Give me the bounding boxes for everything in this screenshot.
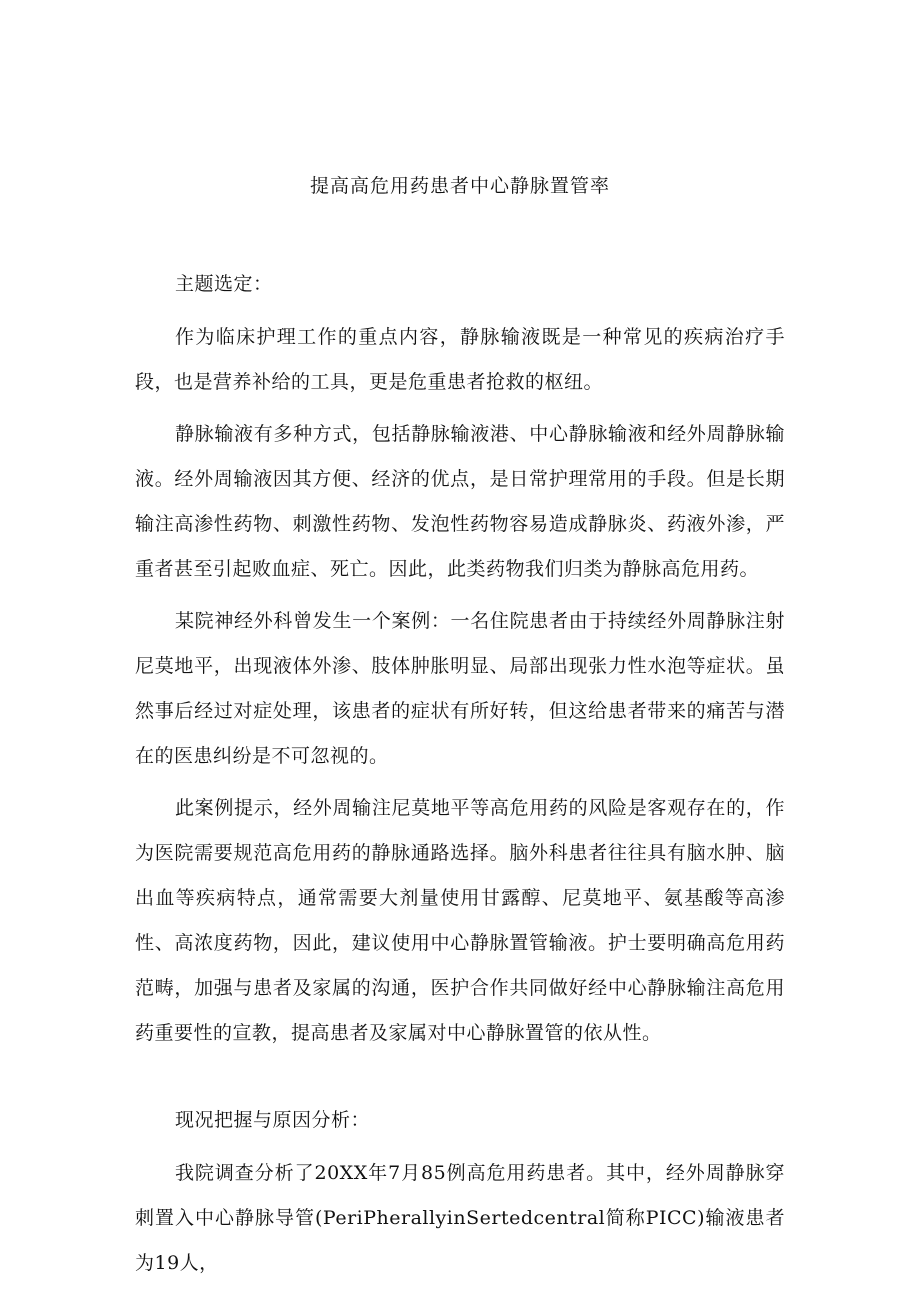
section-heading-topic: 主题选定：: [175, 273, 273, 295]
section-heading-analysis: 现况把握与原因分析：: [175, 1109, 371, 1131]
section-1: [135, 262, 785, 1056]
paragraph-3: 某院神经外科曾发生一个案例：一名住院患者由于持续经外周静脉注射尼莫地平，出现液体外渗、肢体肿胀明显、局部出现张力性水泡等症状。虽然事后经过对症处理，该患者的症状有所好转，但这给患者带来的痛苦与潜在的医患纠纷是不可忽视的。: [135, 610, 785, 767]
paragraph-5: 我院调查分析了20XX年7月85例高危用药患者。其中，经外周静脉穿刺置入中心静脉导管(PeriPherallyinSertedcentral简称PICC)输液患者为19人，: [135, 1162, 785, 1274]
paragraph-4: 此案例提示，经外周输注尼莫地平等高危用药的风险是客观存在的，作为医院需要规范高危用药的静脉通路选择。脑外科患者往往具有脑水肿、脑出血等疾病特点，通常需要大剂量使用甘露醇、尼莫地平、氨基酸等高渗性、高浓度药物，因此，建议使用中心静脉置管输液。护士要明确高危用药范畴，加强与患者及家属的沟通，医护合作共同做好经中心静脉输注高危用药重要性的宣教，提高患者及家属对中心静脉置管的依从性。: [135, 797, 785, 1044]
document-title: 提高高危用药患者中心静脉置管率: [309, 175, 610, 197]
paragraph-1: 作为临床护理工作的重点内容，静脉输液既是一种常见的疾病治疗手段，也是营养补给的工具，更是危重患者抢救的枢纽。: [135, 326, 785, 393]
section-2: [135, 1098, 785, 1286]
paragraph-2: 静脉输液有多种方式，包括静脉输液港、中心静脉输液和经外周静脉输液。经外周输液因其方便、经济的优点，是日常护理常用的手段。但是长期输注高渗性药物、刺激性药物、发泡性药物容易造成静脉炎、药液外渗，严重者甚至引起败血症、死亡。因此，此类药物我们归类为静脉高危用药。: [135, 423, 785, 580]
